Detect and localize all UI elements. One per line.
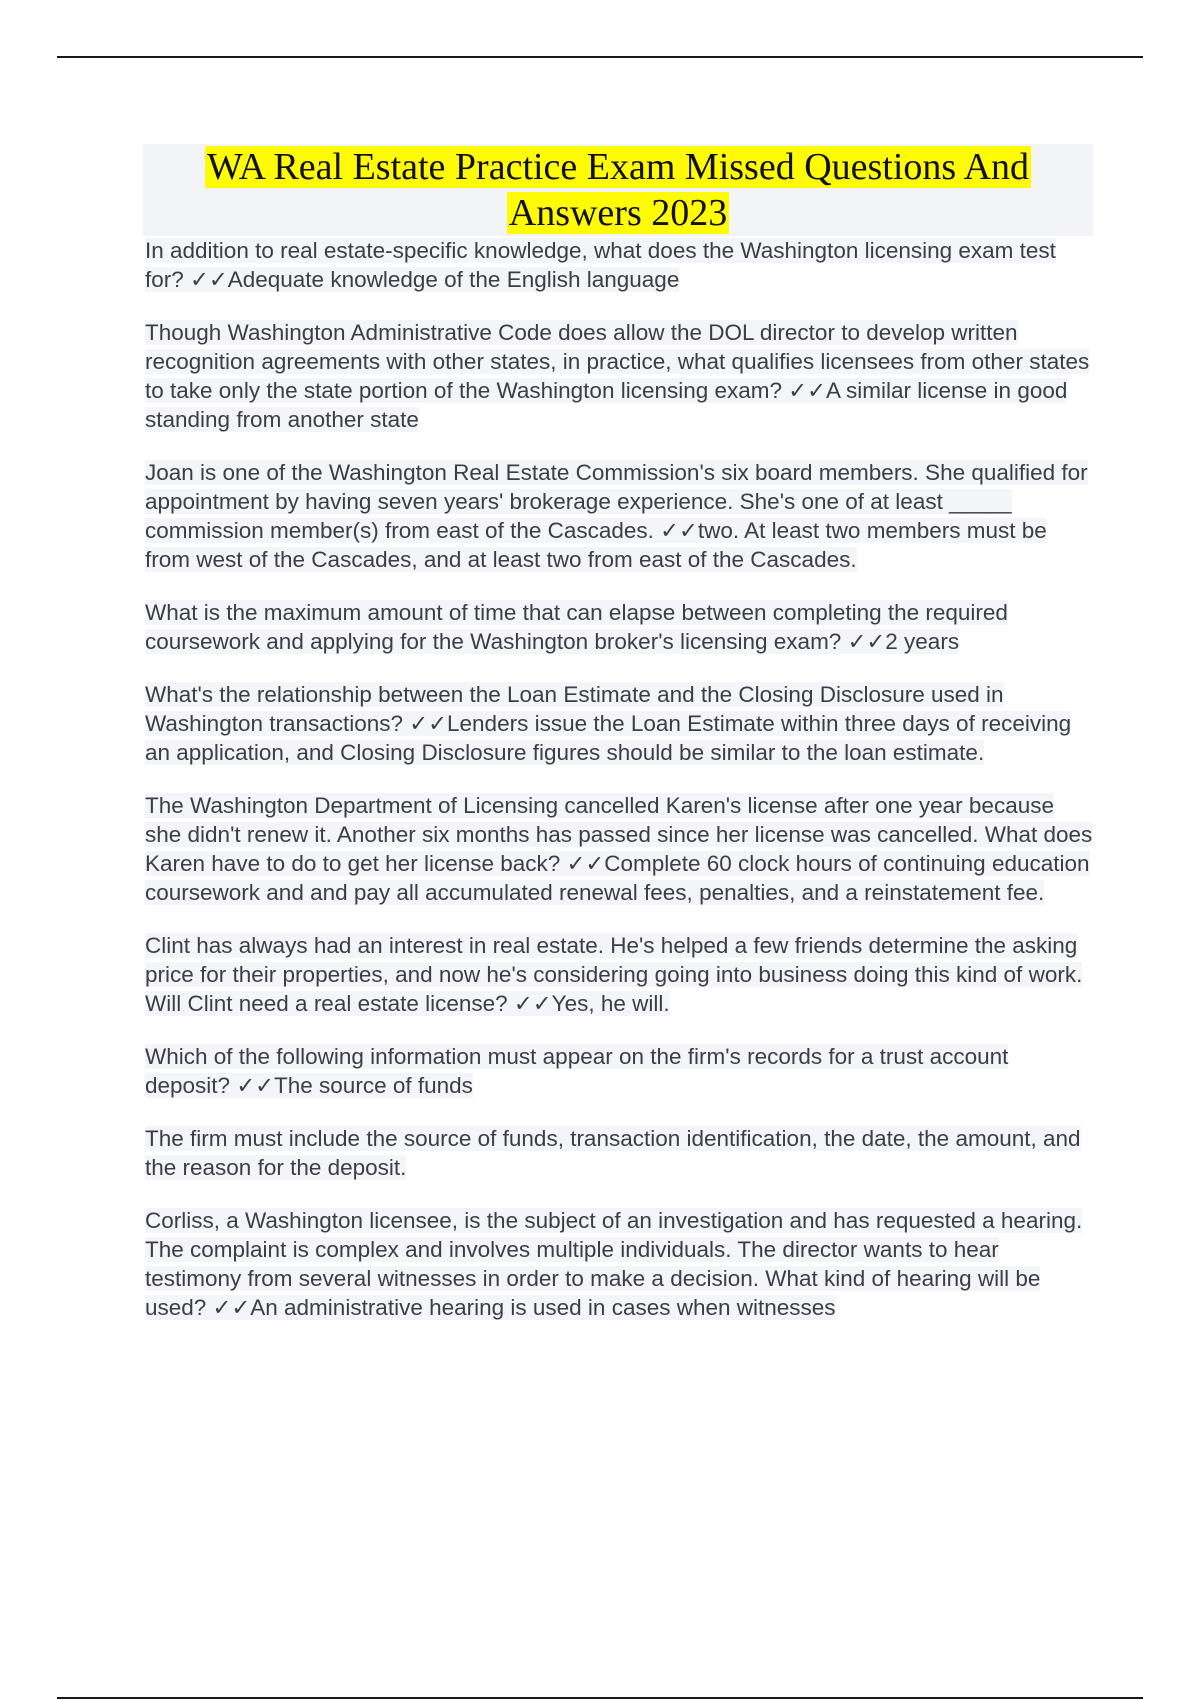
qa-entry [145, 236, 1095, 294]
qa-entry [145, 680, 1095, 767]
document-title [143, 144, 1093, 236]
qa-entry-text: In addition to real estate-specific knowledge, what does the Washington licensing exam test for? ✓✓Adequate knowledge of the English language [145, 238, 1056, 292]
qa-list [145, 236, 1095, 1346]
qa-entry-text: The firm must include the source of funds, transaction identification, the date, the amount, and the reason for the deposit. [145, 1126, 1081, 1180]
qa-entry-text: Corliss, a Washington licensee, is the subject of an investigation and has requested a hearing. The complaint is complex and involves multiple individuals. The director wants to hear testimony from several witnesses in order to make a decision. What kind of hearing will be used? ✓✓An administrative hearing is used in cases when witnesses [145, 1208, 1083, 1320]
qa-entry-text: What is the maximum amount of time that can elapse between completing the required coursework and applying for the Washington broker's licensing exam? ✓✓2 years [145, 600, 1008, 654]
qa-entry-text: What's the relationship between the Loan Estimate and the Closing Disclosure used in Washington transactions? ✓✓Lenders issue the Loan Estimate within three days of receiving an application, and Closing Disclosure figures should be similar to the loan estimate. [145, 682, 1072, 765]
qa-entry-text: Clint has always had an interest in real estate. He's helped a few friends determine the asking price for their properties, and now he's considering going into business doing this kind of work. Will Clint need a real estate license? ✓✓Yes, he will. [145, 933, 1083, 1016]
qa-entry [145, 1206, 1095, 1322]
qa-entry [145, 458, 1095, 574]
bottom-rule [57, 1697, 1143, 1699]
qa-entry [145, 1042, 1095, 1100]
qa-entry-text: Though Washington Administrative Code does allow the DOL director to develop written recognition agreements with other states, in practice, what qualifies licensees from other states to take only the state portion of the Washington licensing exam? ✓✓A similar license in good standing from another state [145, 320, 1090, 432]
qa-entry [145, 931, 1095, 1018]
qa-entry [145, 598, 1095, 656]
top-rule [57, 56, 1143, 58]
qa-entry [145, 318, 1095, 434]
title-line-1: WA Real Estate Practice Exam Missed Questions And [206, 146, 1030, 188]
qa-entry-text: Joan is one of the Washington Real Estate Commission's six board members. She qualified for appointment by having seven years' brokerage experience. She's one of at least _____ commission member(s) from east of the Cascades. ✓✓two. At least two members must be from west of the Cascades, and at least two from east of the Cascades. [145, 460, 1088, 572]
qa-entry-text: The Washington Department of Licensing cancelled Karen's license after one year because she didn't renew it. Another six months has passed since her license was cancelled. What does Karen have to do to get her license back? ✓✓Complete 60 clock hours of continuing education coursework and and pay all accumulated renewal fees, penalties, and a reinstatement fee. [145, 793, 1093, 905]
title-line-2: Answers 2023 [508, 192, 728, 234]
qa-entry [145, 1124, 1095, 1182]
qa-entry-text: Which of the following information must appear on the firm's records for a trust account deposit? ✓✓The source of funds [145, 1044, 1009, 1098]
qa-entry [145, 791, 1095, 907]
